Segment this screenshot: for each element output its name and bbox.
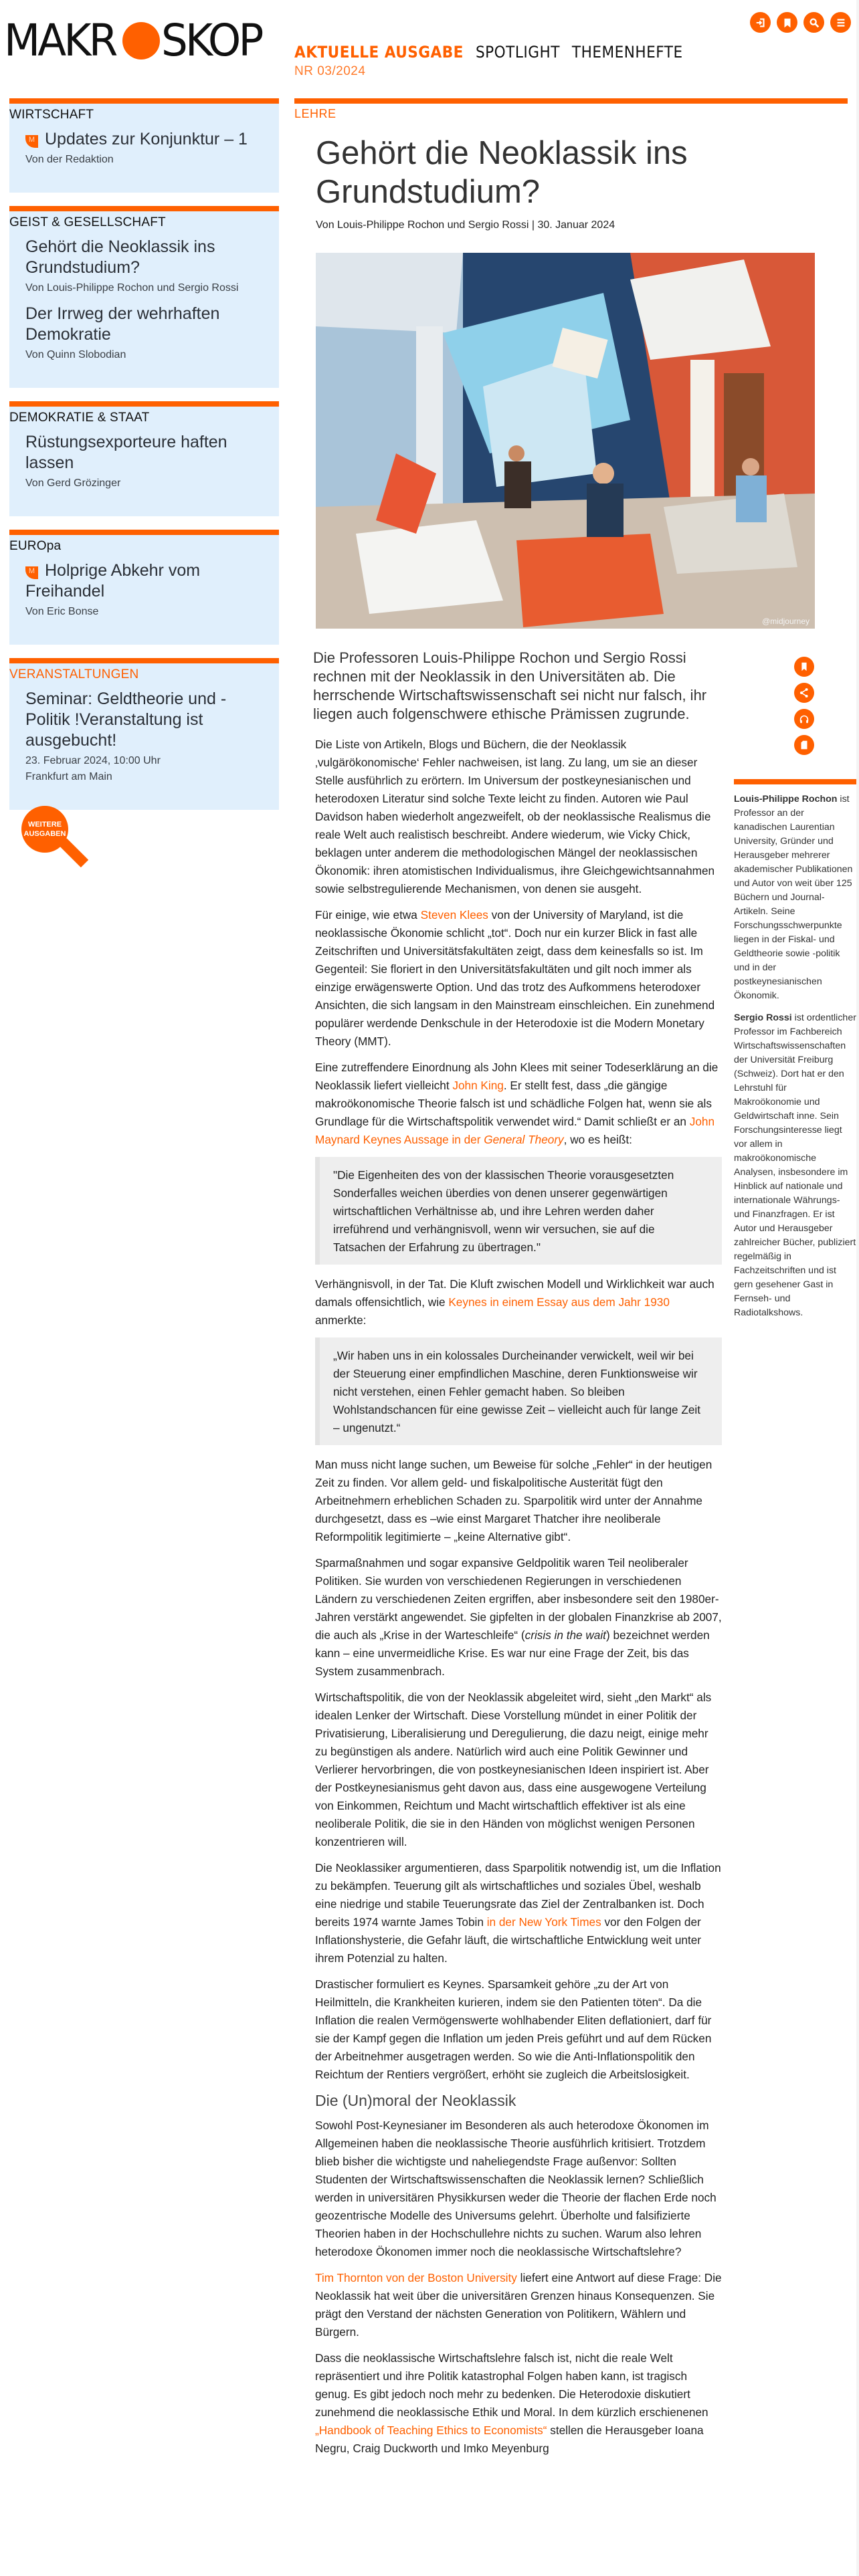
text: . Er stellt fest, dass „die gängige makroökonomische Theorie falsch ist und schädliche Folgen hat, wenn sie als Grundlage für die Wirtschaftspolitik verwendet wird.“ Damit schließt er an <box>315 1079 712 1128</box>
premium-badge-icon: M <box>25 566 38 579</box>
sidebar-article-author: Von Gerd Grözinger <box>25 477 121 489</box>
link-john-king[interactable]: John King <box>452 1079 504 1092</box>
section-label[interactable]: EUROpa <box>9 539 62 553</box>
menu-icon <box>835 17 847 29</box>
image-credit: @midjourney <box>762 617 809 626</box>
section-label[interactable]: DEMOKRATIE & STAAT <box>9 411 150 425</box>
sidebar-article-title-text: Holprige Abkehr vom Freihandel <box>25 561 201 601</box>
text: Dass die neoklassische Wirtschaftslehre falsch ist, nicht die reale Welt repräsentiert und ihre Politik katastrophal Folgen haben kann, ist tragisch genug. Es gibt jedoch noch mehr zu bedenken. Die Heterodoxie diskutiert zunehmend die neoklassische Ethik und Moral. In dem kürzlich erschienenen <box>315 2351 708 2419</box>
sidebar-article[interactable] <box>9 304 279 361</box>
sidebar-article-author: Von Louis-Philippe Rochon und Sergio Rossi <box>25 282 239 294</box>
article-hero-image <box>316 253 815 629</box>
text: Eine zutreffendere Einordnung als John Klees mit seiner Todeserklärung an die Neoklassik liefert vielleicht <box>315 1061 719 1092</box>
author-bio-text: ist Professor an der kanadischen Laurentian University, Gründer und Herausgeber mehrerer akademischer Publikationen und Autor von weit über 125 Büchern und Journal-Artikeln. Seine Forschungsschwerpunkte liegen in der Fiskal- und Geldtheorie sowie -politik und in der postkeynesianischen Ökonomik. <box>734 794 853 1001</box>
login-button[interactable] <box>750 12 771 33</box>
section-label[interactable]: VERANSTALTUNGEN <box>9 667 139 681</box>
share-icon <box>798 687 810 699</box>
text: Die Neoklassiker argumentieren, dass Sparpolitik notwendig ist, um die Inflation zu bekämpfen. Teuerung gilt als wirtschaftliches und soziales Übel, weshalb eine niedrige und stabile Teuerungsrate das Ziel der Zentralbanken ist. Doch bereits 1974 warnte James Tobin <box>315 1861 721 1929</box>
author-bio <box>734 792 856 1003</box>
link-text-italic: General Theory <box>484 1133 564 1146</box>
paragraph: Drastischer formuliert es Keynes. Sparsamkeit gehöre „zu der Art von Heilmitteln, die Krankheiten kurieren, indem sie den Patienten töten“. Da die Inflation die realen Vermögenswerte wohlhabender Eliten deflationiert, darf für sie der Kampf gegen die Inflation um jeden Preis geführt und auf dem Rücken der Arbeitnehmer ausgetragen werden. So wie die Anti-Inflationspolitik den Reichtum der Rentiers vergrößert, erhöht sie zugleich die Arbeitslosigkeit. <box>315 1977 712 2081</box>
headphones-icon <box>798 713 810 725</box>
sidebar-article-author: Von Quinn Slobodian <box>25 349 126 360</box>
sidebar-section-wirtschaft <box>9 98 279 193</box>
event-title[interactable]: Seminar: Geldtheorie und -Politik !Veranstaltung ist ausgebucht! <box>25 689 227 750</box>
text: Sparmaßnahmen und sogar expansive Geldpolitik waren Teil neoliberaler Politiken. Sie wurden von verschiedenen Regierungen in verschiedenen Ländern zu verschiedenen Zeiten ergriffen, aber insbesondere seit den 1980er-Jahren verstärkt angewendet. Sie gipfelten in der globalen Finanzkrise ab 2007, die auch als „Krise in der Warteschleife“ ( <box>315 1556 722 1642</box>
sidebar-section-veranstaltungen <box>9 658 279 810</box>
sidebar-article-title[interactable]: Rüstungsexporteure haften lassen <box>25 433 227 472</box>
logo-text-left: MAKR <box>4 15 116 66</box>
paragraph: Man muss nicht lange suchen, um Beweise für solche „Fehler“ in der heutigen Zeit zu finden. Vor allem geld- und fiskalpolitische Austerität fügt den Arbeitnehmern erheblichen Schaden zu. Sparpolitik wird unter der Annahme durchgesetzt, dass es –wie einst Margaret Thatcher ihre neoliberale Reformpolitik legitimierte – „keine Alternative gibt“. <box>315 1458 712 1543</box>
paragraph <box>315 906 722 1051</box>
sidebar-section-europa <box>9 530 279 645</box>
premium-badge-icon: M <box>25 135 38 148</box>
text: stellen die Herausgeber Ioana Negru, Craig Duckworth und Imko Meyenburg <box>315 2424 704 2455</box>
section-divider <box>294 98 848 104</box>
sidebar-article-title-text: Updates zur Konjunktur – 1 <box>45 130 248 148</box>
login-icon <box>755 17 767 29</box>
bookmark-icon <box>781 17 793 29</box>
sidebar-article-title[interactable] <box>25 129 267 150</box>
more-issues-button[interactable] <box>21 806 71 870</box>
sidebar-article[interactable] <box>9 237 279 294</box>
sidebar-article[interactable] <box>9 129 279 166</box>
paragraph: Sowohl Post-Keynesianer im Besonderen als auch heterodoxe Ökonomen im Allgemeinen haben die neoklassische Theorie ausführlich kritisiert. Trotzdem blieb bisher die wichtigste und naheliegendste Frage außenvor: Sollten Studenten der Wirtschaftswissenschaften die Neoklassik lernen? Schließlich werden in universitären Physikkursen weder die Theorie der flachen Erde noch geozentrische Modelle des Universums gelehrt. Überholte und falsifizierte Theorien haben in der Hochschullehre nichts zu suchen. Warum also lehren heterodoxe Ökonomen immer noch die neoklassische Wirtschaftslehre? <box>315 2119 717 2258</box>
hero-illustration <box>316 253 815 629</box>
logo-orange-dot <box>122 22 160 60</box>
paragraph <box>315 1554 722 1681</box>
article-lead: Die Professoren Louis-Philippe Rochon und Sergio Rossi rechnen mit der Neoklassik in den Universitäten ab. Die herrschende Wirtschaftswissenschaft sei nicht nur falsch, ihr liegen auch folgenschwere ethische Prämissen zugrunde. <box>313 649 707 722</box>
paragraph: Die Liste von Artikeln, Blogs und Büchern, die der Neoklassik ‚vulgärökonomische‘ Fehler nachweisen, ist lang. Zu lang, um sie an dieser Stelle ausführlich zu erörtern. Im Universum der postkeynesianischen und heterodoxen Literatur sind solche Texte leicht zu finden. Autoren wie Paul Davidson haben wiederholt angezweifelt, ob der neoklassische Realismus die reale Welt auch realistisch beschreibt. Andere wiederum, wie Vicky Chick, beklagen unter anderem die methodologischen Mängel der neoklassischen Ökonomik: ihren atomistischen Individualismus, ihre Gleichgewichtsannahmen sowie selbstregulierende Mechanismen, von denen sie ausgeht. <box>315 738 715 895</box>
sidebar-article-title[interactable]: Der Irrweg der wehrhaften Demokratie <box>25 304 220 344</box>
event-location: Frankfurt am Main <box>25 771 112 782</box>
sidebar-event[interactable] <box>9 689 279 783</box>
sidebar-article[interactable] <box>9 560 279 618</box>
text: vor den Folgen der Inflationshysterie, die Gefahr läuft, die wirtschaftliche Entwicklung weit unter ihrem Potenzial zu halten. <box>315 1915 702 1965</box>
article-body <box>315 736 722 2466</box>
author-bio-text: ist ordentlicher Professor im Fachbereich Wirtschaftswissenschaften der Universität Freiburg (Schweiz). Dort hat er den Lehrstuhl für Makroökonomie und Geldwirtschaft inne. Sein Forschungsinteresse liegt vor allem in makroökonomische Analysen, insbesondere im Hinblick auf nationale und internationale Währungs- und Finanzfragen. Er ist Autor und Herausgeber zahlreicher Bücher, publiziert regelmäßig in Fachzeitschriften und ist gern gesehener Gast in Fernseh- und Radiotalkshows. <box>734 1012 856 1318</box>
share-button[interactable] <box>794 683 814 703</box>
search-icon <box>808 17 820 29</box>
search-button[interactable] <box>803 12 824 33</box>
pdf-button[interactable] <box>794 735 814 755</box>
paragraph <box>315 1275 722 1329</box>
issue-number[interactable]: NR 03/2024 <box>294 64 366 78</box>
sidebar-article-title[interactable]: Gehört die Neoklassik ins Grundstudium? <box>25 237 215 277</box>
section-label[interactable]: GEIST & GESELLSCHAFT <box>9 215 166 229</box>
text: ) bezeichnet werden kann – eine unvermeidliche Krise. Es war nur eine Frage der Zeit, bis das System zusammenbrach. <box>315 1628 710 1678</box>
sidebar-article-author: Von Eric Bonse <box>25 606 99 617</box>
article-byline: Von Louis-Philippe Rochon und Sergio Rossi | 30. Januar 2024 <box>316 219 615 231</box>
nav-spotlight[interactable]: SPOTLIGHT <box>475 43 560 62</box>
text: liefert eine Antwort auf diese Frage: Die Neoklassik hat weit über die universitären Grenzen hinaus Konsequenzen. Sie prägt den Verstand der nächsten Generation von Politikern, Wählern und Bürgern. <box>315 2271 722 2339</box>
text: Verhängnisvoll, in der Tat. Die Kluft zwischen Modell und Wirklichkeit war auch damals offensichtlich, wie <box>315 1277 714 1309</box>
link-keynes-essay-1930[interactable]: Keynes in einem Essay aus dem Jahr 1930 <box>448 1295 670 1309</box>
nav-aktuelle-ausgabe[interactable]: AKTUELLE AUSGABE <box>294 43 464 62</box>
sidebar <box>9 98 279 823</box>
paragraph: Wirtschaftspolitik, die von der Neoklassik abgeleitet wird, sieht „den Markt“ als idealen Lenker der Wirtschaft. Diese Vorstellung mündet in einer Politik der Privatisierung, Liberalisierung und Deregulierung, die dazu neigt, einige mehr zu begünstigen als andere. Natürlich wird auch eine Politik Gewinner und Verlierer hervorbringen, die von postkeynesianischen Ideen inspiriert ist. Aber der Postkeynesianismus geht davon aus, dass eine ausgewogene Verteilung von Einkommen, Reichtum und Macht wirtschaftlich effektiver ist als eine neoliberale Politik, die sie in den Händen von möglichst wenigen Personen konzentrieren will. <box>315 1691 712 1848</box>
logo-text-right: SKOP <box>161 15 262 66</box>
link-tim-thornton[interactable]: Tim Thornton von der Boston University <box>315 2271 517 2284</box>
paragraph <box>315 2349 722 2458</box>
author-name: Sergio Rossi <box>734 1012 792 1023</box>
sidebar-section-geist-gesellschaft <box>9 206 279 388</box>
text: , wo es heißt: <box>563 1133 632 1146</box>
paragraph <box>315 2269 722 2341</box>
listen-button[interactable] <box>794 709 814 729</box>
sidebar-article[interactable] <box>9 432 279 490</box>
author-bio <box>734 1011 856 1320</box>
text: anmerkte: <box>315 1313 367 1327</box>
article-kicker[interactable]: LEHRE <box>294 107 337 120</box>
text: Für einige, wie etwa <box>315 908 421 922</box>
sidebar-article-title[interactable] <box>25 560 267 602</box>
sidebar-article-author: Von der Redaktion <box>25 154 114 165</box>
section-heading: Die (Un)moral der Neoklassik <box>315 2092 516 2109</box>
bookmark-article-button[interactable] <box>794 657 814 677</box>
paragraph <box>315 1859 722 1967</box>
author-name: Louis-Philippe Rochon <box>734 794 838 804</box>
paragraph <box>315 1059 722 1149</box>
bookmark-icon <box>798 661 810 673</box>
bookmarks-button[interactable] <box>777 12 797 33</box>
sidebar-section-demokratie-staat <box>9 401 279 516</box>
blockquote: „Wir haben uns in ein kolossales Durcheinander verwickelt, weil wir bei der Steuerung einer empfindlichen Maschine, deren Funktionsweise wir nicht verstehen, einen Fehler gemacht haben. So bleiben Wohlstandschancen für eine gewisse Zeit – vielleicht auch für lange Zeit – ungenutzt.“ <box>315 1337 722 1445</box>
section-label[interactable]: WIRTSCHAFT <box>9 108 94 122</box>
link-new-york-times[interactable]: in der New York Times <box>486 1915 601 1929</box>
document-icon <box>798 739 810 751</box>
blockquote: "Die Eigenheiten des von der klassischen Theorie vorausgesetzten Sonderfalles weichen überdies von denen unserer gegenwärtigen wirtschaftlichen Verhältnisse ab, und ihre Lehren werden daher irreführend und verhängnisvoll, wenn wir versuchen, sie auf die Tatsachen der Erfahrung zu übertragen." <box>315 1157 722 1265</box>
scrollbar-track[interactable] <box>856 0 859 2576</box>
link-handbook-teaching-ethics[interactable]: „Handbook of Teaching Ethics to Economists“ <box>315 2424 547 2437</box>
header-actions <box>750 12 851 33</box>
author-bios <box>734 779 856 1328</box>
text-italic: crisis in the wait <box>524 1628 606 1642</box>
text: von der University of Maryland, ist die neoklassische Ökonomie schlicht „tot“. Doch nur ein kurzer Blick in fast alle Zeitschriften und Universitätsfakultäten zeigt, dass dem keinesfalls so ist. Im Gegenteil: Sie floriert in den Universitätsfakultäten und gilt noch immer als einzige erwägenswerte Option. Und das trotz des Aufkommens heterodoxer Ansichten, die sich langsam in den Mainstream einschleichen. Ein zunehmend populärer werdende Denkschule in der Heterodoxie ist die Modern Monetary Theory (MMT). <box>315 908 715 1048</box>
top-navigation <box>294 43 683 62</box>
event-date: 23. Februar 2024, 10:00 Uhr <box>25 755 161 766</box>
article-actions <box>794 657 814 755</box>
menu-button[interactable] <box>830 12 851 33</box>
nav-themenhefte[interactable]: THEMENHEFTE <box>571 43 683 62</box>
link-text: John Maynard Keynes Aussage in der <box>315 1115 715 1146</box>
site-logo[interactable] <box>4 15 267 66</box>
more-issues-label: WEITERE AUSGABEN <box>21 806 68 853</box>
article-title: Gehört die Neoklassik ins Grundstudium? <box>316 135 688 210</box>
link-steven-klees[interactable]: Steven Klees <box>420 908 488 922</box>
